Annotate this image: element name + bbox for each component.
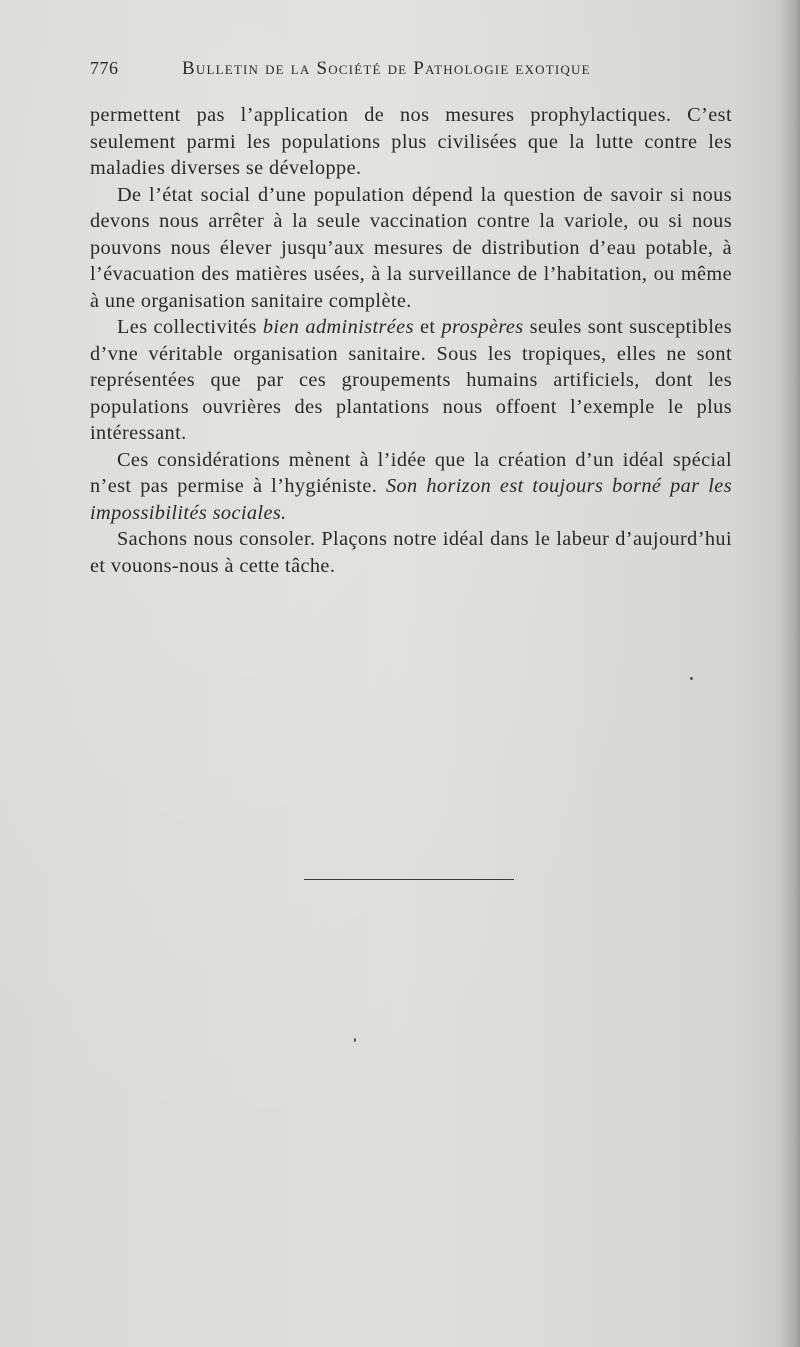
text-run: De l’état social d’une population dépend la question de savoir si nous devons nous arrêter à la seule vaccination contre la variole, ou si nous pouvons nous élever jusqu’aux mesures de distribution d’eau potable, à l’évacuation des matières usées, à la surveillance de l’habitation, ou même à une organisation sanitaire complète. (90, 183, 732, 312)
article-body (90, 102, 732, 579)
running-head (90, 58, 730, 86)
print-speck (354, 1038, 356, 1042)
paragraph-3 (90, 314, 732, 447)
text-run: Les collectivités (117, 316, 263, 338)
text-run: et (413, 316, 442, 338)
paragraph-5 (90, 526, 732, 579)
print-speck (690, 677, 693, 680)
page-edge-shadow (778, 0, 800, 1347)
italic-text-run: Son horizon est toujours borné par les impossibilités sociales. (90, 475, 732, 524)
text-run: Ces considérations mènent à l’idée que la création d’un idéal spécial n’est pas permise à l’hygiéniste. (90, 448, 732, 497)
text-run: permettent pas l’application de nos mesures prophylactiques. C’est seulement parmi les populations plus civilisées que la lutte contre les maladies diverses se développe. (90, 104, 732, 179)
paragraph-2 (90, 182, 732, 315)
text-run: Sachons nous consoler. Plaçons notre idéal dans le labeur d’aujourd’hui et vouons-nous à cette tâche. (90, 528, 732, 577)
page-number: 776 (90, 58, 119, 78)
italic-text-run: prospères (441, 316, 524, 338)
journal-title: Bulletin de la Société de Pathologie exotique (182, 58, 591, 79)
italic-text-run: bien administrées (262, 316, 414, 338)
paragraph-4 (90, 447, 732, 527)
end-of-article-rule (304, 879, 514, 880)
text-run: seules sont susceptibles d’vne véritable organisation sanitaire. Sous les tropiques, elles ne sont représentées que par ces groupements humains artificiels, dont les populations ouvrières des plantations nous offoent l’exemple le plus intéressant. (90, 316, 732, 444)
paragraph-1 (90, 102, 732, 182)
